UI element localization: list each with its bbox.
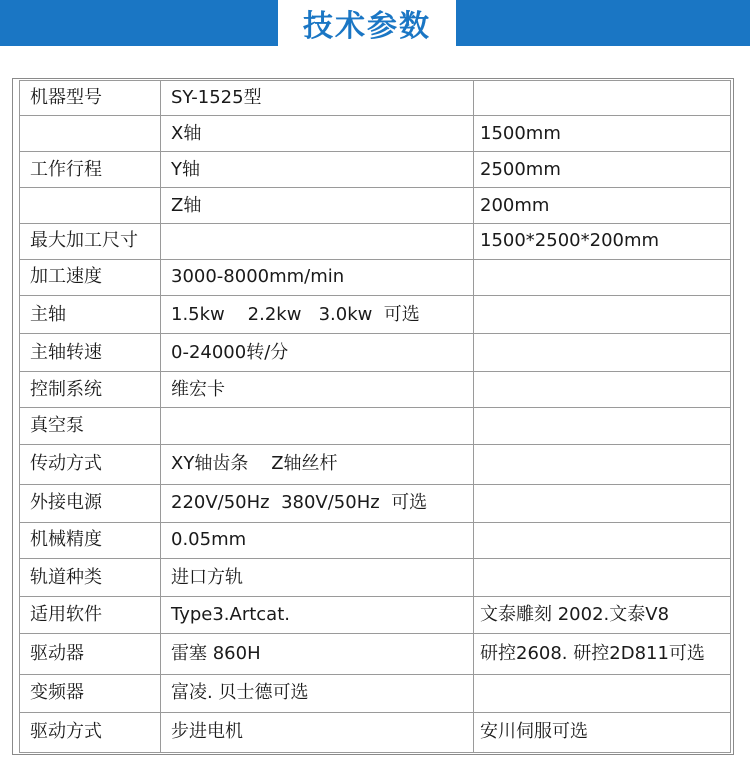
- page-title: 技术参数: [303, 9, 431, 44]
- param-option-cell: [474, 372, 731, 408]
- table-row: [20, 188, 731, 223]
- param-name-cell: 变频器: [20, 674, 161, 712]
- table-row: [20, 674, 731, 712]
- param-value-cell: Z轴: [161, 188, 474, 223]
- param-name-cell: 主轴转速: [20, 334, 161, 372]
- param-value-cell: SY-1525型: [161, 81, 474, 116]
- table-row: [20, 295, 731, 333]
- param-option-cell: 1500*2500*200mm: [474, 223, 731, 259]
- param-option-cell: 200mm: [474, 188, 731, 223]
- param-name-cell: [20, 116, 161, 152]
- table-row: [20, 597, 731, 634]
- param-name-cell: [20, 188, 161, 223]
- param-value-cell: 雷塞 860H: [161, 634, 474, 674]
- param-value-cell: 0.05mm: [161, 522, 474, 558]
- param-option-cell: [474, 408, 731, 444]
- param-value-cell: 3000-8000mm/min: [161, 259, 474, 295]
- param-option-cell: [474, 81, 731, 116]
- param-name-cell: 轨道种类: [20, 559, 161, 597]
- table-row: [20, 522, 731, 558]
- param-option-cell: [474, 484, 731, 522]
- param-value-cell: [161, 223, 474, 259]
- param-name-cell: 加工速度: [20, 259, 161, 295]
- param-name-cell: 主轴: [20, 295, 161, 333]
- param-option-cell: [474, 559, 731, 597]
- param-value-cell: 富凌. 贝士德可选: [161, 674, 474, 712]
- param-name-cell: 适用软件: [20, 597, 161, 634]
- param-value-cell: 步进电机: [161, 712, 474, 752]
- param-value-cell: 0-24000转/分: [161, 334, 474, 372]
- param-name-cell: 驱动器: [20, 634, 161, 674]
- header-bar-right: [456, 0, 750, 46]
- table-row: [20, 444, 731, 484]
- param-option-cell: 研控2608. 研控2D811可选: [474, 634, 731, 674]
- param-value-cell: Type3.Artcat.: [161, 597, 474, 634]
- table-row: [20, 372, 731, 408]
- param-option-cell: 文泰雕刻 2002.文泰V8: [474, 597, 731, 634]
- param-value-cell: 进口方轨: [161, 559, 474, 597]
- param-name-cell: 最大加工尺寸: [20, 223, 161, 259]
- table-row: [20, 259, 731, 295]
- param-option-cell: [474, 334, 731, 372]
- param-option-cell: [474, 522, 731, 558]
- spec-table: [19, 80, 731, 753]
- table-row: [20, 334, 731, 372]
- table-row: [20, 408, 731, 444]
- param-value-cell: X轴: [161, 116, 474, 152]
- param-option-cell: [474, 444, 731, 484]
- param-name-cell: 驱动方式: [20, 712, 161, 752]
- param-name-cell: 传动方式: [20, 444, 161, 484]
- param-value-cell: XY轴齿条 Z轴丝杆: [161, 444, 474, 484]
- param-value-cell: Y轴: [161, 152, 474, 188]
- param-option-cell: [474, 259, 731, 295]
- param-value-cell: 1.5kw 2.2kw 3.0kw 可选: [161, 295, 474, 333]
- param-option-cell: 1500mm: [474, 116, 731, 152]
- param-value-cell: 220V/50Hz 380V/50Hz 可选: [161, 484, 474, 522]
- table-row: [20, 81, 731, 116]
- table-row: [20, 223, 731, 259]
- param-name-cell: 工作行程: [20, 152, 161, 188]
- table-row: [20, 634, 731, 674]
- header-bar-left: [0, 0, 278, 46]
- param-option-cell: 2500mm: [474, 152, 731, 188]
- param-name-cell: 外接电源: [20, 484, 161, 522]
- param-name-cell: 真空泵: [20, 408, 161, 444]
- param-option-cell: 安川伺服可选: [474, 712, 731, 752]
- param-name-cell: 机器型号: [20, 81, 161, 116]
- table-row: [20, 712, 731, 752]
- param-value-cell: [161, 408, 474, 444]
- param-value-cell: 维宏卡: [161, 372, 474, 408]
- param-name-cell: 控制系统: [20, 372, 161, 408]
- param-option-cell: [474, 674, 731, 712]
- table-row: [20, 484, 731, 522]
- table-row: [20, 116, 731, 152]
- param-option-cell: [474, 295, 731, 333]
- param-name-cell: 机械精度: [20, 522, 161, 558]
- table-row: [20, 152, 731, 188]
- table-row: [20, 559, 731, 597]
